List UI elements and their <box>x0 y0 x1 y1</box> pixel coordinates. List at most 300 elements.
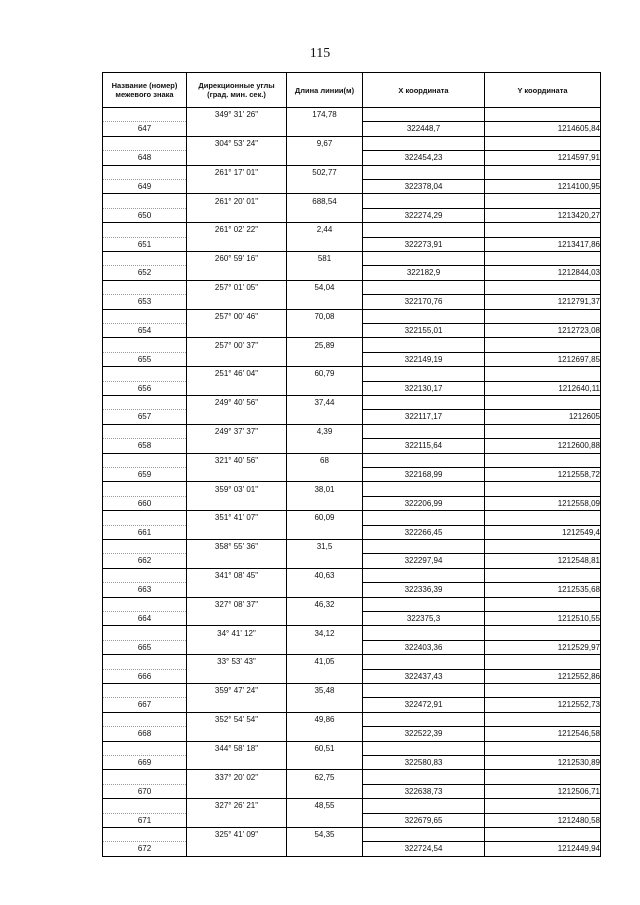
y-coordinate-cell: 1212844,03 <box>485 266 601 280</box>
line-length-cell <box>287 467 363 481</box>
direction-angle-cell <box>187 467 287 481</box>
mark-name-cell <box>103 367 187 381</box>
x-coordinate-cell: 322206,99 <box>363 496 485 510</box>
direction-angle-cell <box>187 410 287 424</box>
x-coordinate-cell: 322522,39 <box>363 727 485 741</box>
mark-name-cell <box>103 683 187 697</box>
table-row-segment <box>103 482 601 496</box>
y-coordinate-cell: 1212552,86 <box>485 669 601 683</box>
direction-angle-cell <box>187 295 287 309</box>
line-length-cell: 60,51 <box>287 741 363 755</box>
y-coordinate-cell <box>485 108 601 122</box>
line-length-cell <box>287 381 363 395</box>
x-coordinate-cell <box>363 223 485 237</box>
direction-angle-cell: 321° 40' 56" <box>187 453 287 467</box>
direction-angle-cell <box>187 496 287 510</box>
x-coordinate-cell <box>363 683 485 697</box>
line-length-cell <box>287 583 363 597</box>
table-row-point <box>103 525 601 539</box>
direction-angle-cell: 261° 20' 01" <box>187 194 287 208</box>
direction-angle-cell: 251° 46' 04" <box>187 367 287 381</box>
line-length-cell: 54,35 <box>287 827 363 841</box>
table-row-segment <box>103 597 601 611</box>
x-coordinate-cell: 322182,9 <box>363 266 485 280</box>
x-coordinate-cell <box>363 511 485 525</box>
line-length-cell: 688,54 <box>287 194 363 208</box>
y-coordinate-cell: 1212529,97 <box>485 640 601 654</box>
y-coordinate-cell: 1214597,91 <box>485 151 601 165</box>
x-coordinate-cell: 322580,83 <box>363 755 485 769</box>
y-coordinate-cell: 1212549,4 <box>485 525 601 539</box>
x-coordinate-cell <box>363 770 485 784</box>
x-coordinate-cell <box>363 424 485 438</box>
x-coordinate-cell: 322155,01 <box>363 323 485 337</box>
mark-name-cell <box>103 108 187 122</box>
direction-angle-cell <box>187 669 287 683</box>
direction-angle-cell <box>187 381 287 395</box>
table-row-point <box>103 467 601 481</box>
y-coordinate-cell: 1212558,72 <box>485 467 601 481</box>
direction-angle-cell: 359° 47' 24" <box>187 683 287 697</box>
line-length-cell: 34,12 <box>287 626 363 640</box>
direction-angle-cell <box>187 554 287 568</box>
mark-name-cell <box>103 827 187 841</box>
x-coordinate-cell: 322403,36 <box>363 640 485 654</box>
mark-name-cell <box>103 251 187 265</box>
mark-name-cell <box>103 626 187 640</box>
line-length-cell <box>287 266 363 280</box>
mark-name-cell <box>103 280 187 294</box>
line-length-cell: 4,39 <box>287 424 363 438</box>
line-length-cell: 70,08 <box>287 309 363 323</box>
direction-angle-cell: 257° 00' 37" <box>187 338 287 352</box>
line-length-cell <box>287 496 363 510</box>
x-coordinate-cell <box>363 655 485 669</box>
mark-name-cell <box>103 539 187 553</box>
direction-angle-cell <box>187 266 287 280</box>
x-coordinate-cell <box>363 827 485 841</box>
y-coordinate-cell <box>485 655 601 669</box>
direction-angle-cell: 261° 17' 01" <box>187 165 287 179</box>
y-coordinate-cell <box>485 338 601 352</box>
y-coordinate-cell <box>485 539 601 553</box>
direction-angle-cell: 257° 00' 46" <box>187 309 287 323</box>
y-coordinate-cell <box>485 770 601 784</box>
mark-name-cell: 664 <box>103 611 187 625</box>
direction-angle-cell: 261° 02' 22" <box>187 223 287 237</box>
table-row-segment <box>103 799 601 813</box>
line-length-cell <box>287 151 363 165</box>
table-row-point <box>103 352 601 366</box>
line-length-cell <box>287 352 363 366</box>
x-coordinate-cell <box>363 799 485 813</box>
line-length-cell: 48,55 <box>287 799 363 813</box>
line-length-cell: 46,32 <box>287 597 363 611</box>
mark-name-cell: 650 <box>103 208 187 222</box>
direction-angle-cell <box>187 208 287 222</box>
direction-angle-cell <box>187 640 287 654</box>
table-row-segment <box>103 165 601 179</box>
y-coordinate-cell: 1212548,81 <box>485 554 601 568</box>
x-coordinate-cell <box>363 741 485 755</box>
direction-angle-cell: 325° 41' 09" <box>187 827 287 841</box>
table-row-segment <box>103 280 601 294</box>
direction-angle-cell <box>187 352 287 366</box>
direction-angle-cell: 359° 03' 01" <box>187 482 287 496</box>
mark-name-cell: 648 <box>103 151 187 165</box>
mark-name-cell: 654 <box>103 323 187 337</box>
table-header-row <box>103 73 601 108</box>
table-row-point <box>103 410 601 424</box>
y-coordinate-cell <box>485 194 601 208</box>
x-coordinate-cell: 322679,65 <box>363 813 485 827</box>
table-row-segment <box>103 251 601 265</box>
table-row-point <box>103 727 601 741</box>
x-coordinate-cell: 322638,73 <box>363 784 485 798</box>
x-coordinate-cell: 322297,94 <box>363 554 485 568</box>
table-row-point <box>103 640 601 654</box>
x-coordinate-cell: 322274,29 <box>363 208 485 222</box>
table-row-point <box>103 842 601 856</box>
mark-name-cell: 647 <box>103 122 187 136</box>
mark-name-cell: 671 <box>103 813 187 827</box>
x-coordinate-cell <box>363 367 485 381</box>
line-length-cell <box>287 727 363 741</box>
y-coordinate-cell <box>485 511 601 525</box>
table-row-point <box>103 611 601 625</box>
line-length-cell <box>287 410 363 424</box>
mark-name-cell <box>103 424 187 438</box>
x-coordinate-cell <box>363 482 485 496</box>
mark-name-cell <box>103 741 187 755</box>
header-direction-angle: Дирекционные углы (град. мин. сек.) <box>187 73 287 108</box>
direction-angle-cell: 358° 55' 36" <box>187 539 287 553</box>
mark-name-cell: 669 <box>103 755 187 769</box>
y-coordinate-cell: 1212558,09 <box>485 496 601 510</box>
table-body <box>103 108 601 857</box>
line-length-cell: 9,67 <box>287 136 363 150</box>
table-row-point <box>103 179 601 193</box>
direction-angle-cell <box>187 813 287 827</box>
table-row-segment <box>103 309 601 323</box>
line-length-cell: 68 <box>287 453 363 467</box>
line-length-cell: 37,44 <box>287 395 363 409</box>
table-row-segment <box>103 453 601 467</box>
table-row-point <box>103 496 601 510</box>
table-row-segment <box>103 655 601 669</box>
page-number: 115 <box>309 46 331 61</box>
direction-angle-cell: 349° 31' 26" <box>187 108 287 122</box>
table-row-segment <box>103 539 601 553</box>
mark-name-cell: 652 <box>103 266 187 280</box>
direction-angle-cell: 304° 53' 24" <box>187 136 287 150</box>
direction-angle-cell <box>187 755 287 769</box>
y-coordinate-cell: 1212697,85 <box>485 352 601 366</box>
table-row-point <box>103 669 601 683</box>
mark-name-cell: 667 <box>103 698 187 712</box>
table-row-segment <box>103 568 601 582</box>
table-row-point <box>103 208 601 222</box>
table-row-point <box>103 237 601 251</box>
y-coordinate-cell <box>485 482 601 496</box>
direction-angle-cell <box>187 842 287 856</box>
x-coordinate-cell: 322115,64 <box>363 439 485 453</box>
table-row-segment <box>103 511 601 525</box>
mark-name-cell: 658 <box>103 439 187 453</box>
y-coordinate-cell: 1212640,11 <box>485 381 601 395</box>
direction-angle-cell <box>187 179 287 193</box>
mark-name-cell: 653 <box>103 295 187 309</box>
x-coordinate-cell: 322336,39 <box>363 583 485 597</box>
line-length-cell <box>287 122 363 136</box>
x-coordinate-cell <box>363 108 485 122</box>
y-coordinate-cell: 1213417,86 <box>485 237 601 251</box>
direction-angle-cell: 249° 40' 56" <box>187 395 287 409</box>
table-row-point <box>103 583 601 597</box>
mark-name-cell: 659 <box>103 467 187 481</box>
y-coordinate-cell <box>485 424 601 438</box>
direction-angle-cell <box>187 611 287 625</box>
table-row-point <box>103 439 601 453</box>
table-row-point <box>103 698 601 712</box>
table-row-segment <box>103 338 601 352</box>
line-length-cell <box>287 755 363 769</box>
y-coordinate-cell <box>485 309 601 323</box>
y-coordinate-cell: 1212480,58 <box>485 813 601 827</box>
direction-angle-cell: 260° 59' 16" <box>187 251 287 265</box>
mark-name-cell <box>103 309 187 323</box>
mark-name-cell <box>103 194 187 208</box>
table-row-segment <box>103 741 601 755</box>
direction-angle-cell <box>187 151 287 165</box>
x-coordinate-cell <box>363 338 485 352</box>
direction-angle-cell: 249° 37' 37" <box>187 424 287 438</box>
direction-angle-cell <box>187 583 287 597</box>
table-row-point <box>103 266 601 280</box>
y-coordinate-cell: 1212510,55 <box>485 611 601 625</box>
x-coordinate-cell <box>363 712 485 726</box>
line-length-cell: 41,05 <box>287 655 363 669</box>
y-coordinate-cell <box>485 712 601 726</box>
y-coordinate-cell: 1214100,95 <box>485 179 601 193</box>
header-mark-name: Название (номер) межевого знака <box>103 73 187 108</box>
x-coordinate-cell <box>363 309 485 323</box>
direction-angle-cell <box>187 698 287 712</box>
y-coordinate-cell <box>485 165 601 179</box>
x-coordinate-cell: 322724,54 <box>363 842 485 856</box>
mark-name-cell <box>103 165 187 179</box>
y-coordinate-cell: 1213420,27 <box>485 208 601 222</box>
line-length-cell <box>287 640 363 654</box>
x-coordinate-cell: 322168,99 <box>363 467 485 481</box>
table-row-segment <box>103 626 601 640</box>
table-row-point <box>103 755 601 769</box>
y-coordinate-cell: 1212552,73 <box>485 698 601 712</box>
line-length-cell: 38,01 <box>287 482 363 496</box>
table-row-segment <box>103 712 601 726</box>
line-length-cell <box>287 179 363 193</box>
mark-name-cell <box>103 395 187 409</box>
mark-name-cell: 662 <box>103 554 187 568</box>
x-coordinate-cell <box>363 136 485 150</box>
y-coordinate-cell: 1212449,94 <box>485 842 601 856</box>
y-coordinate-cell <box>485 626 601 640</box>
line-length-cell: 49,86 <box>287 712 363 726</box>
mark-name-cell <box>103 712 187 726</box>
line-length-cell: 60,79 <box>287 367 363 381</box>
direction-angle-cell <box>187 525 287 539</box>
line-length-cell <box>287 813 363 827</box>
table-row-point <box>103 381 601 395</box>
y-coordinate-cell <box>485 683 601 697</box>
y-coordinate-cell <box>485 395 601 409</box>
x-coordinate-cell: 322130,17 <box>363 381 485 395</box>
line-length-cell: 40,63 <box>287 568 363 582</box>
direction-angle-cell: 327° 08' 37" <box>187 597 287 611</box>
table-row-segment <box>103 424 601 438</box>
mark-name-cell <box>103 482 187 496</box>
y-coordinate-cell: 1212605 <box>485 410 601 424</box>
line-length-cell: 2,44 <box>287 223 363 237</box>
table-row-point <box>103 323 601 337</box>
direction-angle-cell <box>187 439 287 453</box>
y-coordinate-cell <box>485 799 601 813</box>
line-length-cell <box>287 323 363 337</box>
x-coordinate-cell: 322273,91 <box>363 237 485 251</box>
x-coordinate-cell <box>363 568 485 582</box>
line-length-cell <box>287 208 363 222</box>
coordinates-table <box>102 72 601 857</box>
line-length-cell <box>287 237 363 251</box>
direction-angle-cell <box>187 784 287 798</box>
x-coordinate-cell <box>363 597 485 611</box>
mark-name-cell <box>103 223 187 237</box>
table-row-segment <box>103 770 601 784</box>
y-coordinate-cell <box>485 568 601 582</box>
table-row-point <box>103 151 601 165</box>
table-row-segment <box>103 108 601 122</box>
x-coordinate-cell: 322266,45 <box>363 525 485 539</box>
y-coordinate-cell <box>485 136 601 150</box>
x-coordinate-cell <box>363 251 485 265</box>
mark-name-cell <box>103 770 187 784</box>
mark-name-cell: 668 <box>103 727 187 741</box>
direction-angle-cell <box>187 122 287 136</box>
direction-angle-cell: 351° 41' 07" <box>187 511 287 525</box>
line-length-cell: 25,89 <box>287 338 363 352</box>
mark-name-cell: 663 <box>103 583 187 597</box>
direction-angle-cell: 341° 08' 45" <box>187 568 287 582</box>
mark-name-cell: 657 <box>103 410 187 424</box>
table-row-segment <box>103 367 601 381</box>
mark-name-cell <box>103 597 187 611</box>
y-coordinate-cell <box>485 741 601 755</box>
line-length-cell: 31,5 <box>287 539 363 553</box>
x-coordinate-cell <box>363 395 485 409</box>
direction-angle-cell: 34° 41' 12" <box>187 626 287 640</box>
x-coordinate-cell <box>363 539 485 553</box>
direction-angle-cell <box>187 323 287 337</box>
mark-name-cell: 649 <box>103 179 187 193</box>
line-length-cell <box>287 842 363 856</box>
direction-angle-cell: 327° 26' 21" <box>187 799 287 813</box>
table-row-segment <box>103 683 601 697</box>
mark-name-cell <box>103 338 187 352</box>
header-x-coordinate: X координата <box>363 73 485 108</box>
mark-name-cell <box>103 511 187 525</box>
table-row-segment <box>103 194 601 208</box>
table-row-point <box>103 122 601 136</box>
mark-name-cell: 670 <box>103 784 187 798</box>
line-length-cell: 35,48 <box>287 683 363 697</box>
x-coordinate-cell <box>363 165 485 179</box>
line-length-cell: 60,09 <box>287 511 363 525</box>
y-coordinate-cell <box>485 453 601 467</box>
table-row-segment <box>103 827 601 841</box>
direction-angle-cell: 33° 53' 43" <box>187 655 287 669</box>
mark-name-cell: 656 <box>103 381 187 395</box>
direction-angle-cell: 344° 58' 18" <box>187 741 287 755</box>
line-length-cell <box>287 295 363 309</box>
y-coordinate-cell: 1214605,84 <box>485 122 601 136</box>
mark-name-cell: 661 <box>103 525 187 539</box>
y-coordinate-cell <box>485 367 601 381</box>
line-length-cell <box>287 698 363 712</box>
y-coordinate-cell <box>485 223 601 237</box>
x-coordinate-cell: 322117,17 <box>363 410 485 424</box>
y-coordinate-cell <box>485 280 601 294</box>
header-line-length: Длина линии(м) <box>287 73 363 108</box>
mark-name-cell: 665 <box>103 640 187 654</box>
header-y-coordinate: Y координата <box>485 73 601 108</box>
line-length-cell <box>287 784 363 798</box>
line-length-cell: 174,78 <box>287 108 363 122</box>
mark-name-cell: 655 <box>103 352 187 366</box>
table-row-point <box>103 784 601 798</box>
table-row-point <box>103 554 601 568</box>
y-coordinate-cell: 1212723,08 <box>485 323 601 337</box>
y-coordinate-cell: 1212791,37 <box>485 295 601 309</box>
y-coordinate-cell: 1212546,58 <box>485 727 601 741</box>
table-row-segment <box>103 136 601 150</box>
y-coordinate-cell <box>485 597 601 611</box>
table-row-point <box>103 813 601 827</box>
x-coordinate-cell <box>363 280 485 294</box>
x-coordinate-cell <box>363 194 485 208</box>
mark-name-cell: 651 <box>103 237 187 251</box>
direction-angle-cell: 257° 01' 05" <box>187 280 287 294</box>
y-coordinate-cell: 1212506,71 <box>485 784 601 798</box>
mark-name-cell <box>103 453 187 467</box>
mark-name-cell: 672 <box>103 842 187 856</box>
y-coordinate-cell: 1212535,68 <box>485 583 601 597</box>
x-coordinate-cell: 322375,3 <box>363 611 485 625</box>
direction-angle-cell: 352° 54' 54" <box>187 712 287 726</box>
direction-angle-cell: 337° 20' 02" <box>187 770 287 784</box>
y-coordinate-cell <box>485 251 601 265</box>
line-length-cell: 54,04 <box>287 280 363 294</box>
x-coordinate-cell: 322448,7 <box>363 122 485 136</box>
line-length-cell <box>287 554 363 568</box>
table-row-segment <box>103 223 601 237</box>
x-coordinate-cell: 322149,19 <box>363 352 485 366</box>
x-coordinate-cell <box>363 453 485 467</box>
mark-name-cell: 660 <box>103 496 187 510</box>
line-length-cell: 581 <box>287 251 363 265</box>
line-length-cell: 502,77 <box>287 165 363 179</box>
y-coordinate-cell <box>485 827 601 841</box>
mark-name-cell <box>103 568 187 582</box>
